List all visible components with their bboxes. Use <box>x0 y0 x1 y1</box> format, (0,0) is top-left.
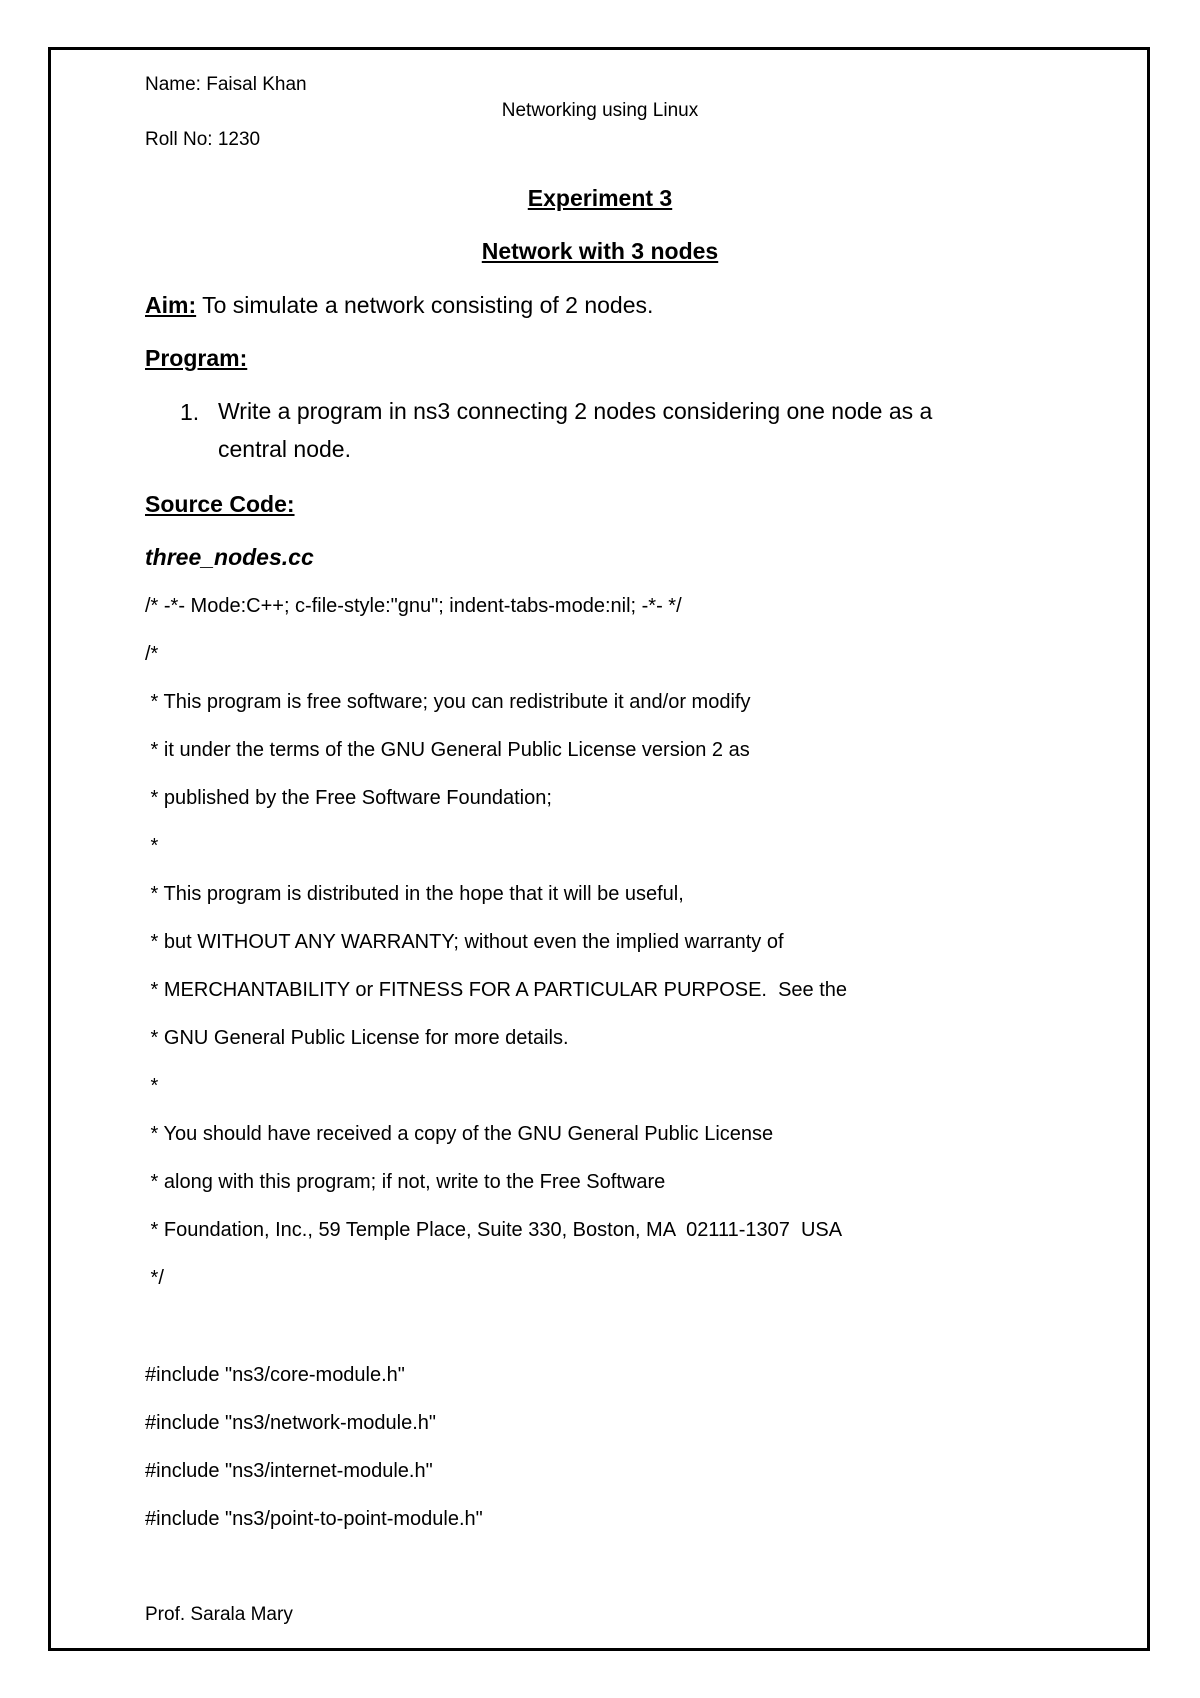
student-name: Name: Faisal Khan <box>145 74 307 95</box>
code-line: * it under the terms of the GNU General Public License version 2 as <box>145 739 750 761</box>
code-line: * This program is distributed in the hope that it will be useful, <box>145 883 684 905</box>
professor-name: Prof. Sarala Mary <box>145 1604 293 1625</box>
program-item-number: 1. <box>180 399 200 425</box>
source-filename: three_nodes.cc <box>145 544 314 570</box>
program-label: Program: <box>145 345 248 371</box>
code-line: * Foundation, Inc., 59 Temple Place, Suite 330, Boston, MA 02111-1307 USA <box>145 1219 843 1241</box>
aim-text: To simulate a network consisting of 2 nodes. <box>196 292 654 318</box>
code-line: * GNU General Public License for more details. <box>145 1027 569 1049</box>
program-item <box>218 392 932 468</box>
code-line: /* <box>145 643 159 665</box>
code-line: * <box>145 835 159 857</box>
code-line: * <box>145 1075 159 1097</box>
code-line: #include "ns3/core-module.h" <box>145 1364 405 1386</box>
page-border <box>48 47 1150 1651</box>
experiment-title: Experiment 3 <box>527 185 673 211</box>
code-line: * published by the Free Software Foundation; <box>145 787 552 809</box>
code-line: #include "ns3/point-to-point-module.h" <box>145 1508 483 1530</box>
code-line: #include "ns3/network-module.h" <box>145 1412 437 1434</box>
code-line: * but WITHOUT ANY WARRANTY; without even the implied warranty of <box>145 931 784 953</box>
code-line: * This program is free software; you can redistribute it and/or modify <box>145 691 751 713</box>
code-line: */ <box>145 1267 164 1289</box>
code-line: #include "ns3/internet-module.h" <box>145 1460 433 1482</box>
experiment-subtitle: Network with 3 nodes <box>481 238 719 264</box>
roll-number: Roll No: 1230 <box>145 129 261 150</box>
aim-label: Aim: <box>145 292 197 318</box>
code-line: * You should have received a copy of the GNU General Public License <box>145 1123 774 1145</box>
source-code-label: Source Code: <box>145 491 295 517</box>
code-line: /* -*- Mode:C++; c-file-style:"gnu"; indent-tabs-mode:nil; -*- */ <box>145 595 682 617</box>
course-title: Networking using Linux <box>501 100 699 121</box>
aim-line <box>145 292 653 319</box>
program-item-line-2: central node. <box>218 436 351 462</box>
code-line: * MERCHANTABILITY or FITNESS FOR A PARTICULAR PURPOSE. See the <box>145 979 848 1001</box>
code-line: * along with this program; if not, write to the Free Software <box>145 1171 666 1193</box>
program-item-line-1: Write a program in ns3 connecting 2 nodes considering one node as a <box>218 398 933 424</box>
